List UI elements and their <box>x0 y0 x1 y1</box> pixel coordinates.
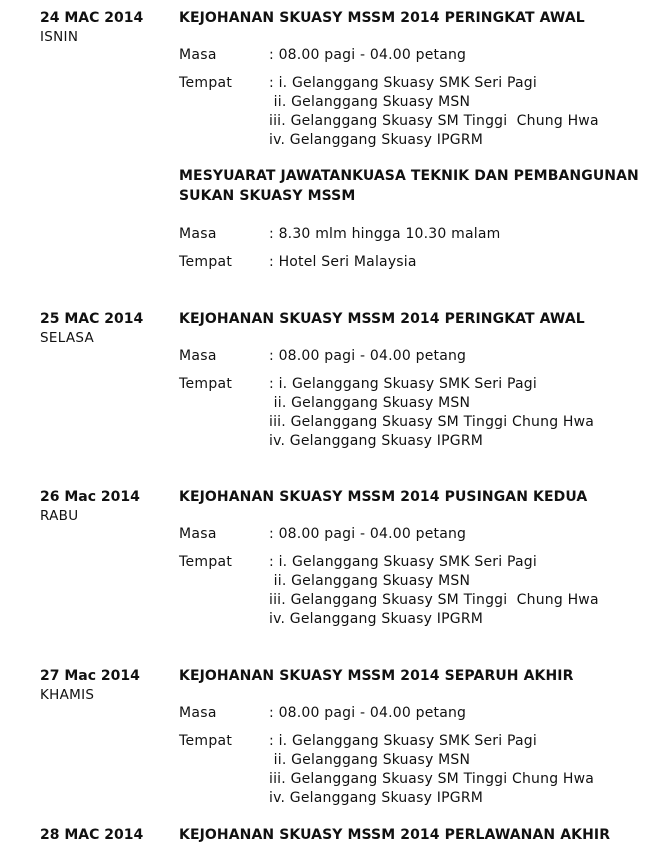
venue-item: iii. Gelanggang Skuasy SM Tinggi Chung Hwa <box>269 414 595 430</box>
day-date: 26 Mac 2014 <box>40 489 140 505</box>
tempat-label: Tempat <box>179 733 233 749</box>
venue-item: : i. Gelanggang Skuasy SMK Seri Pagi <box>269 733 537 749</box>
venue-item: : i. Gelanggang Skuasy SMK Seri Pagi <box>269 376 537 392</box>
venue-item: : i. Gelanggang Skuasy SMK Seri Pagi <box>269 554 537 570</box>
tempat-label: Tempat <box>179 75 233 91</box>
venue-item: iv. Gelanggang Skuasy IPGRM <box>269 132 484 148</box>
masa-label: Masa <box>179 526 217 542</box>
masa-label: Masa <box>179 47 217 63</box>
event-title: KEJOHANAN SKUASY MSSM 2014 PERLAWANAN AKHIR <box>179 827 611 843</box>
masa-value: : 08.00 pagi - 04.00 petang <box>269 348 467 364</box>
venue-item: iv. Gelanggang Skuasy IPGRM <box>269 611 484 627</box>
event-title: KEJOHANAN SKUASY MSSM 2014 PERINGKAT AWAL <box>179 10 585 26</box>
masa-value: : 08.00 pagi - 04.00 petang <box>269 526 467 542</box>
meeting-masa-label: Masa <box>179 226 217 242</box>
tempat-label: Tempat <box>179 376 233 392</box>
meeting-tempat-label: Tempat <box>179 254 233 270</box>
masa-value: : 08.00 pagi - 04.00 petang <box>269 705 467 721</box>
day-weekday: KHAMIS <box>40 687 95 703</box>
venue-item: : i. Gelanggang Skuasy SMK Seri Pagi <box>269 75 537 91</box>
day-date: 24 MAC 2014 <box>40 10 144 26</box>
meeting-title-line1: MESYUARAT JAWATANKUASA TEKNIK DAN PEMBANGUNAN <box>179 168 639 184</box>
venue-item: iv. Gelanggang Skuasy IPGRM <box>269 790 484 806</box>
event-title: KEJOHANAN SKUASY MSSM 2014 PUSINGAN KEDUA <box>179 489 588 505</box>
venue-item: ii. Gelanggang Skuasy MSN <box>269 94 471 110</box>
venue-item: iv. Gelanggang Skuasy IPGRM <box>269 433 484 449</box>
venue-item: ii. Gelanggang Skuasy MSN <box>269 752 471 768</box>
meeting-masa-value: : 8.30 mlm hingga 10.30 malam <box>269 226 501 242</box>
masa-label: Masa <box>179 705 217 721</box>
day-date: 27 Mac 2014 <box>40 668 140 684</box>
venue-item: iii. Gelanggang Skuasy SM Tinggi Chung Hwa <box>269 113 599 129</box>
meeting-title-line2: SUKAN SKUASY MSSM <box>179 188 356 204</box>
venue-item: ii. Gelanggang Skuasy MSN <box>269 395 471 411</box>
venue-item: iii. Gelanggang Skuasy SM Tinggi Chung Hwa <box>269 771 595 787</box>
day-weekday: ISNIN <box>40 29 79 45</box>
event-title: KEJOHANAN SKUASY MSSM 2014 SEPARUH AKHIR <box>179 668 574 684</box>
day-weekday: SELASA <box>40 330 95 346</box>
masa-label: Masa <box>179 348 217 364</box>
event-title: KEJOHANAN SKUASY MSSM 2014 PERINGKAT AWAL <box>179 311 585 327</box>
venue-item: iii. Gelanggang Skuasy SM Tinggi Chung Hwa <box>269 592 599 608</box>
day-date: 25 MAC 2014 <box>40 311 144 327</box>
tempat-label: Tempat <box>179 554 233 570</box>
venue-item: ii. Gelanggang Skuasy MSN <box>269 573 471 589</box>
masa-value: : 08.00 pagi - 04.00 petang <box>269 47 467 63</box>
meeting-tempat-value: : Hotel Seri Malaysia <box>269 254 417 270</box>
day-weekday: RABU <box>40 508 79 524</box>
day-date: 28 MAC 2014 <box>40 827 144 843</box>
